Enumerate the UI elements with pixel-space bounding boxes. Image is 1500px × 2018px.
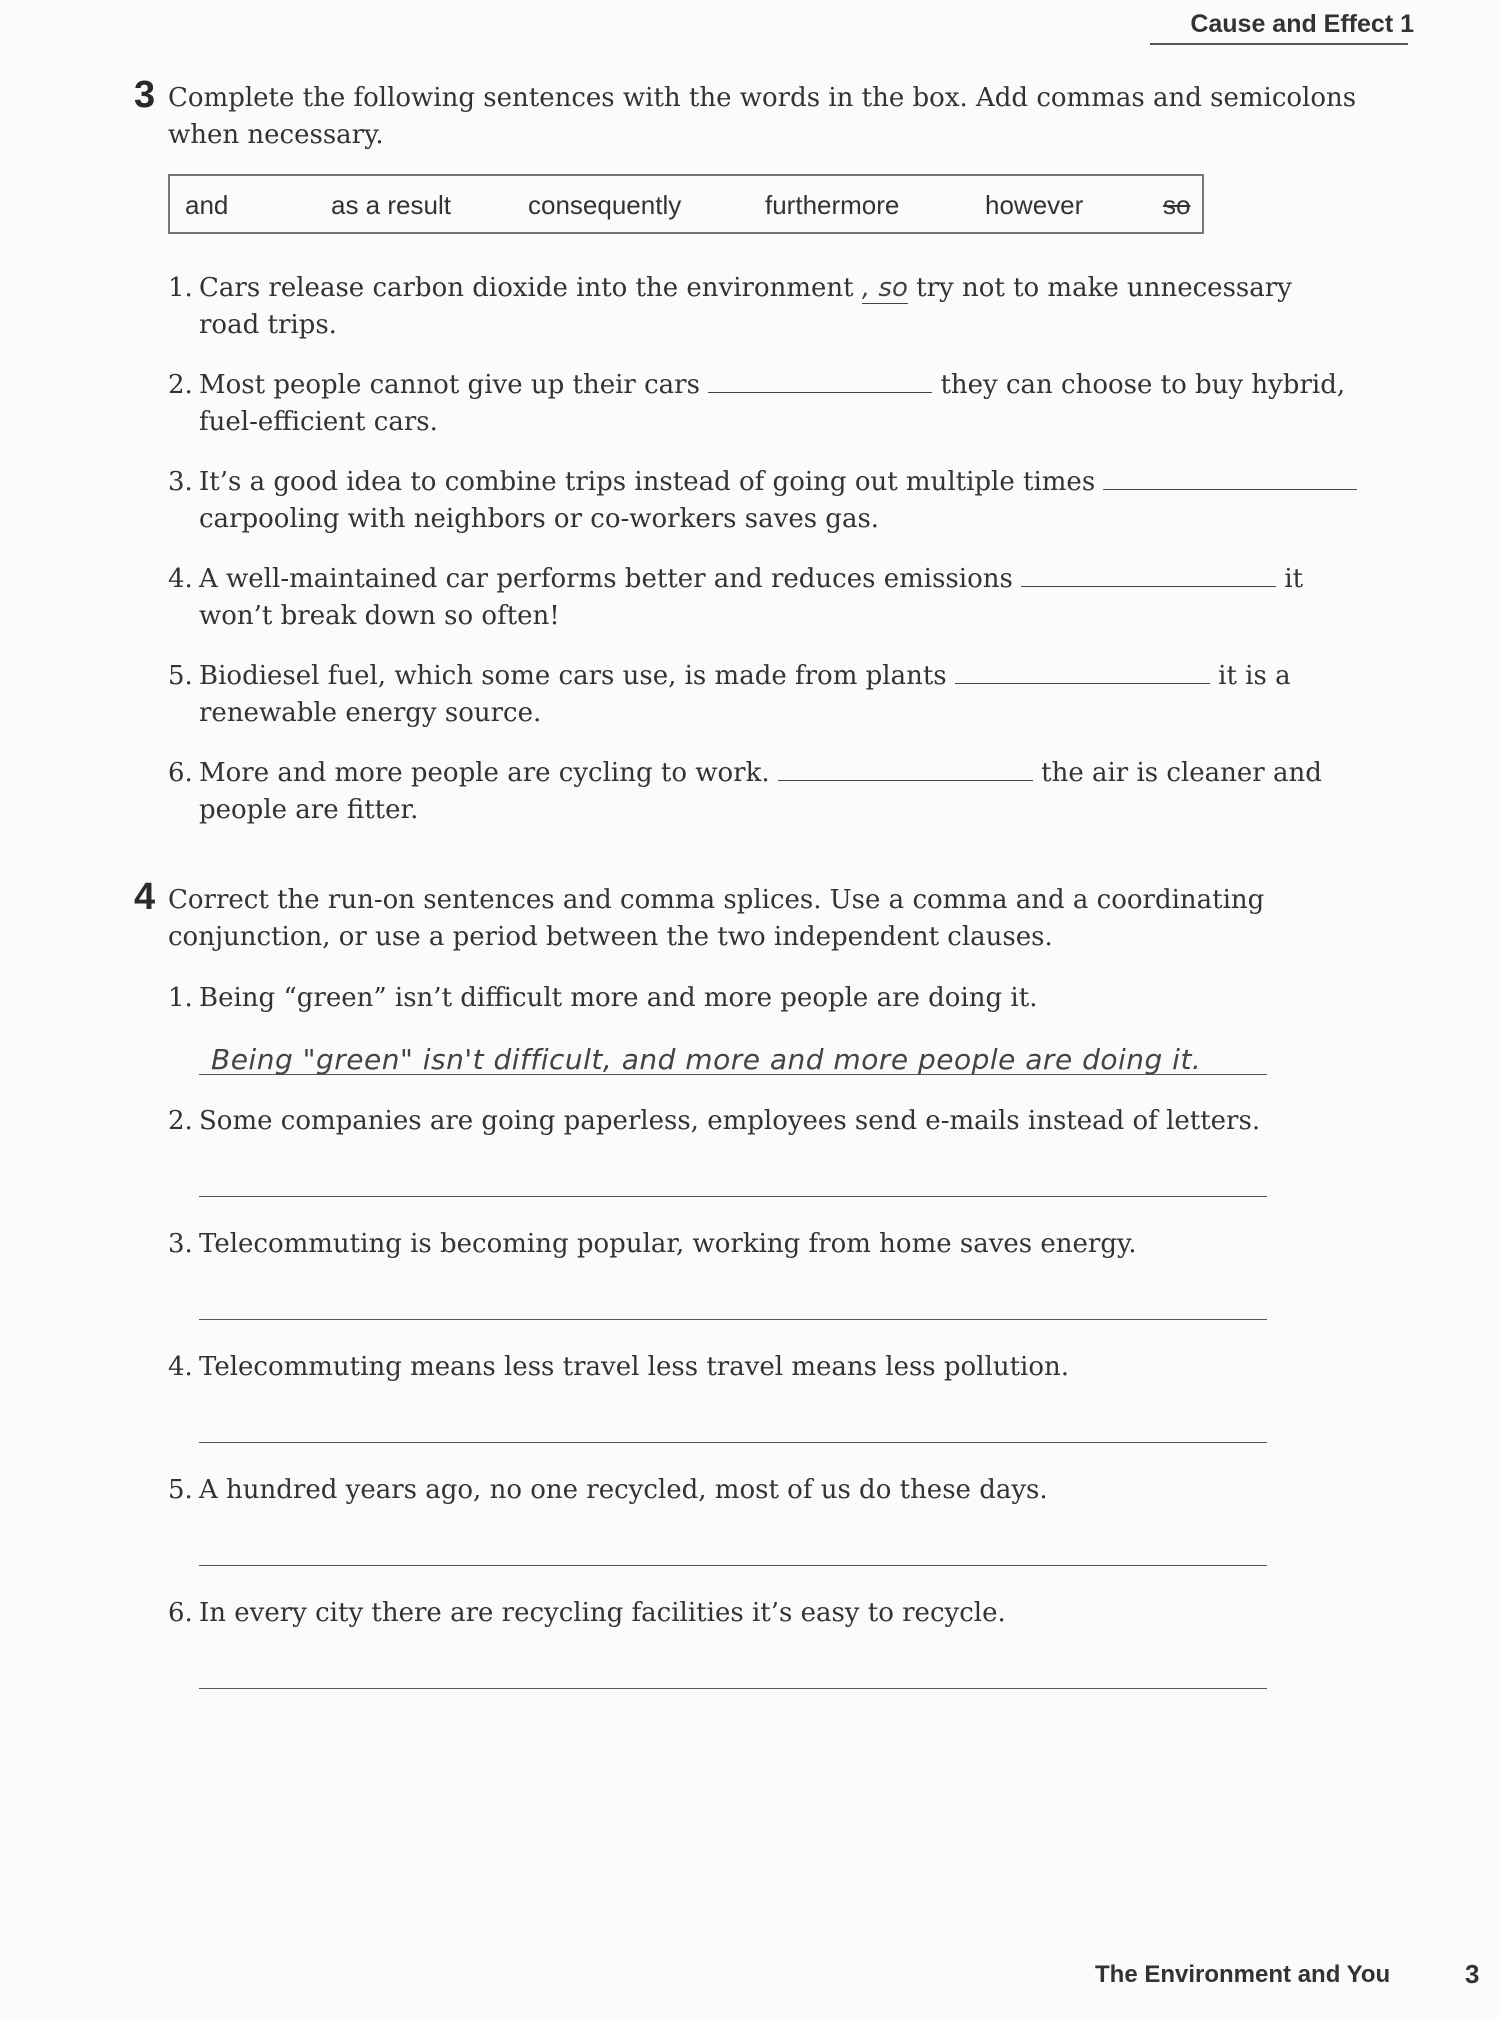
header-rule — [1150, 43, 1408, 45]
ex4-item-3 — [168, 1226, 1137, 1263]
item-number: 3. — [168, 467, 193, 497]
item-text: Telecommuting means less travel less travel means less pollution. — [199, 1352, 1070, 1382]
ex4-item-5 — [168, 1472, 1048, 1509]
ex4-item-4 — [168, 1349, 1069, 1386]
answer-line-3[interactable] — [199, 1279, 1267, 1320]
item-text: More and more people are cycling to work. — [199, 758, 778, 788]
ex4-item-2 — [168, 1103, 1260, 1140]
ex3-item-2 — [168, 367, 1345, 441]
item-number: 1. — [168, 983, 193, 1013]
item-text: Most people cannot give up their cars — [199, 370, 709, 400]
item-text: it — [1276, 564, 1304, 594]
instruction-line: conjunction, or use a period between the two independent clauses. — [168, 922, 1053, 952]
item-text: carpooling with neighbors or co-workers saves gas. — [199, 504, 880, 534]
item-text: fuel-efficient cars. — [199, 407, 438, 437]
instruction-line: Complete the following sentences with the words in the box. Add commas and semicolons — [168, 83, 1357, 113]
answer-line-5[interactable] — [199, 1525, 1267, 1566]
item-text: Cars release carbon dioxide into the environment — [199, 273, 862, 303]
word-and: and — [185, 190, 229, 220]
item-text: A hundred years ago, no one recycled, most of us do these days. — [199, 1475, 1048, 1505]
item-number: 4. — [168, 1352, 193, 1382]
word-however: however — [985, 190, 1084, 220]
handwritten-answer: Being "green" isn't difficult, and more and more people are doing it. — [211, 1043, 1202, 1076]
answer-line-4[interactable] — [199, 1402, 1267, 1443]
answer-blank[interactable] — [1103, 465, 1357, 490]
item-text: In every city there are recycling facilities it’s easy to recycle. — [199, 1598, 1006, 1628]
item-number: 6. — [168, 1598, 193, 1628]
item-text: Some companies are going paperless, employees send e-mails instead of letters. — [199, 1106, 1261, 1136]
item-text: the air is cleaner and — [1032, 758, 1322, 788]
instruction-line: Correct the run-on sentences and comma splices. Use a comma and a coordinating — [168, 885, 1265, 915]
exercise-3-instruction — [168, 80, 1356, 154]
answer-line-2[interactable] — [199, 1156, 1267, 1197]
item-number: 5. — [168, 661, 193, 691]
item-text: it is a — [1209, 661, 1291, 691]
ex3-item-1 — [168, 270, 1292, 344]
item-number: 4. — [168, 564, 193, 594]
word-so-crossed-out: so — [1163, 190, 1191, 220]
ex3-item-6 — [168, 755, 1322, 829]
item-text: Biodiesel fuel, which some cars use, is made from plants — [199, 661, 955, 691]
answer-line-6[interactable] — [199, 1648, 1267, 1689]
page-number: 3 — [1465, 1959, 1480, 1989]
item-text: try not to make unnecessary — [907, 273, 1292, 303]
exercise-4-number: 4 — [134, 876, 156, 918]
word-consequently: consequently — [528, 190, 682, 220]
item-text: people are fitter. — [199, 795, 419, 825]
item-number: 1. — [168, 273, 193, 303]
ex4-item-6 — [168, 1595, 1006, 1632]
instruction-line: when necessary. — [168, 120, 384, 150]
item-number: 3. — [168, 1229, 193, 1259]
item-text: A well-maintained car performs better and reduces emissions — [199, 564, 1022, 594]
ex3-item-5 — [168, 658, 1291, 732]
exercise-3-number: 3 — [134, 74, 156, 116]
item-text: It’s a good idea to combine trips instead of going out multiple times — [199, 467, 1104, 497]
page-header-title: Cause and Effect 1 — [1190, 10, 1414, 38]
item-text: won’t break down so often! — [199, 601, 560, 631]
ex3-item-3 — [168, 464, 1357, 538]
item-text: they can choose to buy hybrid, — [932, 370, 1346, 400]
item-text: road trips. — [199, 310, 337, 340]
word-as-a-result: as a result — [331, 190, 451, 220]
item-number: 2. — [168, 370, 193, 400]
item-number: 2. — [168, 1106, 193, 1136]
ex3-item-4 — [168, 561, 1303, 635]
ex4-item-1 — [168, 980, 1037, 1017]
exercise-4-instruction — [168, 882, 1264, 956]
item-text: Being “green” isn’t difficult more and more people are doing it. — [199, 983, 1038, 1013]
item-number: 5. — [168, 1475, 193, 1505]
item-number: 6. — [168, 758, 193, 788]
answer-blank[interactable] — [708, 368, 932, 393]
answer-blank[interactable] — [1021, 562, 1276, 587]
answer-line-1[interactable] — [199, 1034, 1267, 1075]
item-text: Telecommuting is becoming popular, working from home saves energy. — [199, 1229, 1137, 1259]
answer-blank[interactable]: , so — [861, 273, 908, 303]
word-box — [168, 174, 1204, 234]
footer-title: The Environment and You — [1095, 1961, 1391, 1988]
answer-blank[interactable] — [778, 756, 1033, 781]
answer-blank[interactable] — [955, 659, 1210, 684]
item-text: renewable energy source. — [199, 698, 542, 728]
word-furthermore: furthermore — [765, 190, 900, 220]
